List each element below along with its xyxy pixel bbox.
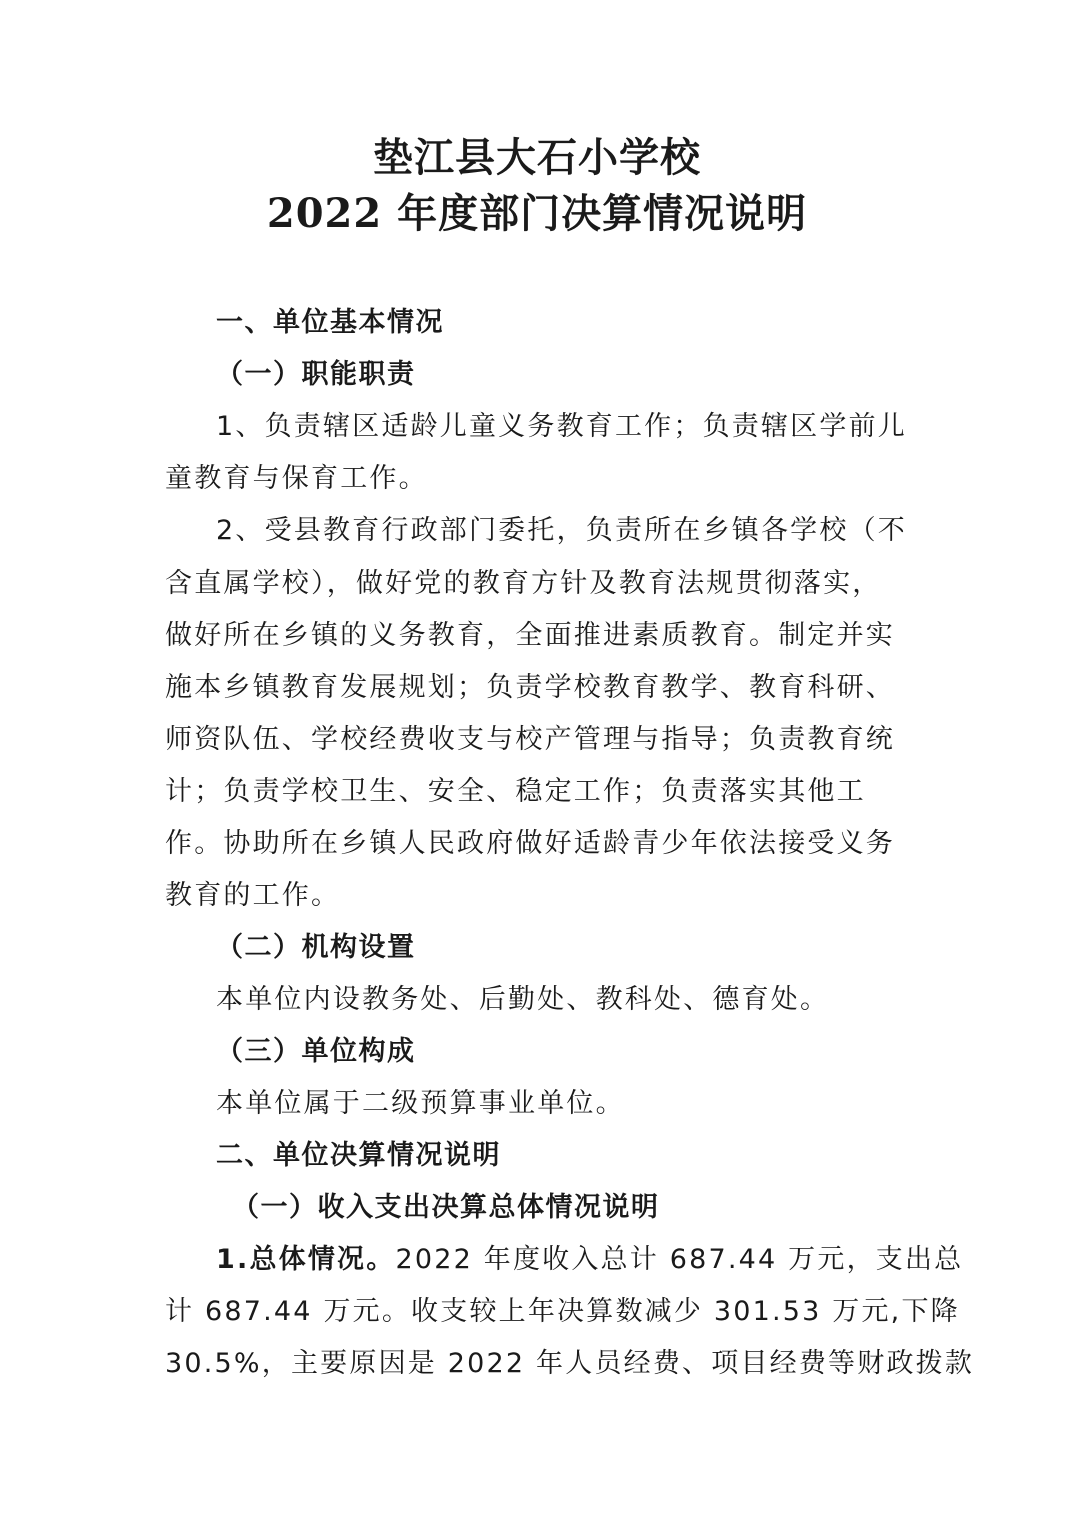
section1-sub1-heading: （一）职能职责	[216, 359, 416, 390]
overview-line3: 30.5%，主要原因是 2022 年人员经费、项目经费等财政拨款	[165, 1348, 975, 1379]
duty-paragraph2-line8: 教育的工作。	[165, 880, 341, 911]
section2-sub1-heading: （一）收入支出决算总体情况说明	[232, 1192, 660, 1223]
section1-sub2-heading: （二）机构设置	[216, 932, 416, 963]
duty-paragraph1-line2: 童教育与保育工作。	[165, 463, 428, 494]
duty-paragraph2-line6: 计；负责学校卫生、安全、稳定工作；负责落实其他工	[165, 776, 866, 807]
overview-line1-text: 2022 年度收入总计 687.44 万元，支出总	[395, 1244, 964, 1275]
structure-paragraph: 本单位内设教务处、后勤处、教科处、德育处。	[216, 984, 830, 1015]
duty-paragraph2-line5: 师资队伍、学校经费收支与校产管理与指导；负责教育统	[165, 724, 895, 755]
composition-paragraph: 本单位属于二级预算事业单位。	[216, 1088, 625, 1119]
section2-heading: 二、单位决算情况说明	[216, 1140, 501, 1171]
section1-heading: 一、单位基本情况	[216, 307, 444, 338]
section1-sub3-heading: （三）单位构成	[216, 1036, 416, 1067]
overview-line2: 计 687.44 万元。收支较上年决算数减少 301.53 万元,下降	[165, 1296, 960, 1327]
duty-paragraph1-line1: 1、负责辖区适龄儿童义务教育工作；负责辖区学前儿	[216, 411, 907, 442]
document-title-line2: 2022 年度部门决算情况说明	[266, 190, 808, 237]
duty-paragraph2-line2: 含直属学校），做好党的教育方针及教育法规贯彻落实，	[165, 568, 882, 599]
document-title-line1: 垫江县大石小学校	[373, 134, 701, 181]
overview-line1	[216, 1242, 964, 1278]
duty-paragraph2-line4: 施本乡镇教育发展规划；负责学校教育教学、教育科研、	[165, 672, 895, 703]
duty-paragraph2-line3: 做好所在乡镇的义务教育，全面推进素质教育。制定并实	[165, 620, 895, 651]
duty-paragraph2-line7: 作。协助所在乡镇人民政府做好适龄青少年依法接受义务	[165, 828, 895, 859]
overview-lead: 1.总体情况。	[216, 1244, 396, 1275]
duty-paragraph2-line1: 2、受县教育行政部门委托，负责所在乡镇各学校（不	[216, 515, 907, 546]
